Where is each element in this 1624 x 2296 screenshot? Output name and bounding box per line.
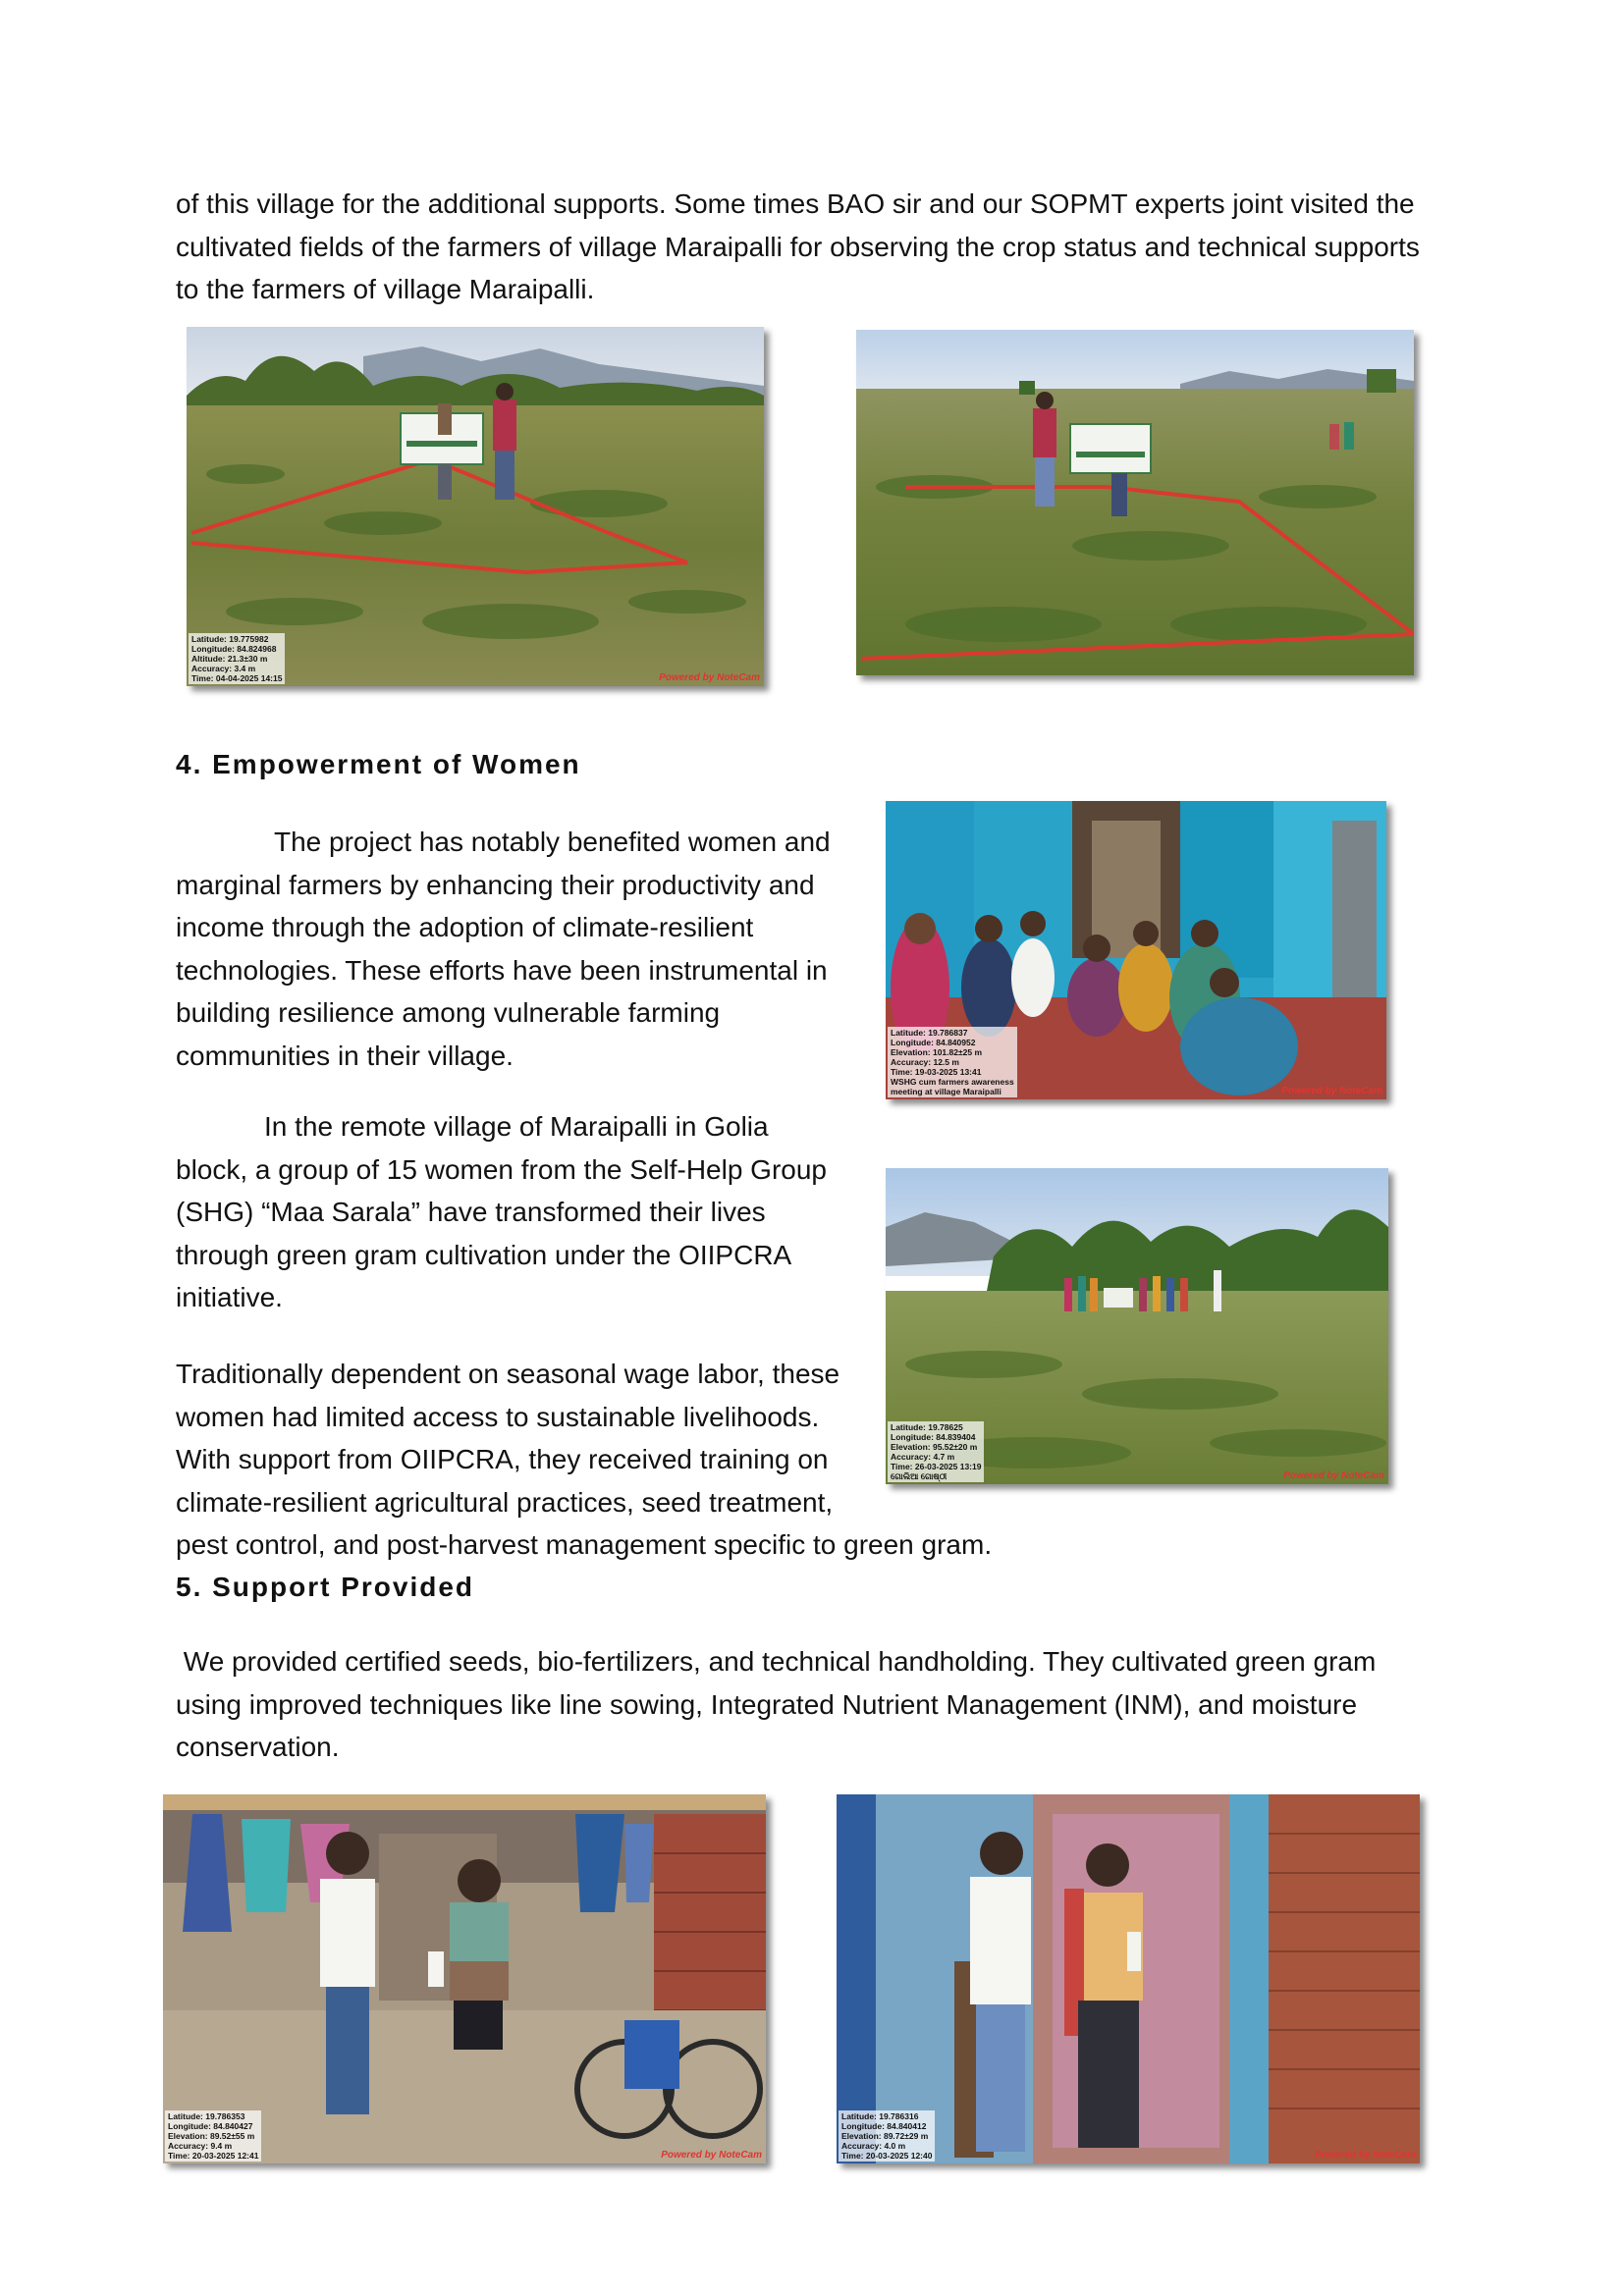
paragraph-line: The project has notably benefited women and [274,827,831,857]
paragraph-line: communities in their village. [176,1040,514,1071]
intro-line: cultivated fields of the farmers of village Maraipalli for observing the crop status and technical supports [176,231,1420,262]
gps-latitude: Latitude: 19.775982 [191,634,269,644]
gps-accuracy: Accuracy: 4.0 m [841,2141,906,2151]
gps-elevation: Elevation: 89.72±29 m [841,2131,929,2141]
gps-elevation: Elevation: 89.52±55 m [168,2131,255,2141]
shg-meeting-photo [886,801,1386,1099]
notecam-watermark: Powered by NoteCam [661,2150,762,2161]
gps-latitude: Latitude: 19.786837 [891,1028,968,1038]
notecam-watermark: Powered by NoteCam [1283,1470,1384,1481]
gps-accuracy: Accuracy: 9.4 m [168,2141,233,2151]
gps-altitude: Altitude: 21.3±30 m [191,654,268,664]
field-visit-photo-1 [187,327,764,686]
gps-latitude: Latitude: 19.786353 [168,2111,245,2121]
gps-overlay [839,2110,935,2162]
section-4-paragraph-2 [176,1105,827,1319]
gps-elevation: Elevation: 95.52±20 m [891,1442,978,1452]
photo-caption: WSHG cum farmers awareness [891,1077,1014,1087]
paragraph-line: (SHG) “Maa Sarala” have transformed their lives [176,1197,766,1227]
section-4-paragraph-1 [176,821,831,1077]
intro-paragraph [176,183,1420,311]
gps-time: Time: 20-03-2025 12:41 [168,2151,259,2161]
gps-elevation: Elevation: 101.82±25 m [891,1047,983,1057]
gps-overlay [189,633,285,684]
paragraph-line: using improved techniques like line sowing, Integrated Nutrient Management (INM), and moisture [176,1688,1358,1720]
field-visit-photo-2 [856,330,1414,675]
gps-time: Time: 20-03-2025 12:40 [841,2151,933,2161]
gps-longitude: Longitude: 84.840952 [891,1038,976,1047]
section-4-heading: 4. Empowerment of Women [176,749,581,779]
distribution-scene-image [163,1794,766,2163]
field-scene-image [856,330,1414,675]
paragraph-line: women had limited access to sustainable livelihoods. [176,1401,820,1432]
distribution-scene-image [837,1794,1420,2163]
notecam-watermark: Powered by NoteCam [1281,1086,1382,1096]
intro-line: to the farmers of village Maraipalli. [176,274,595,304]
paragraph-line: In the remote village of Maraipalli in Golia [264,1111,769,1142]
gps-time: Time: 26-03-2025 13:19 [891,1462,982,1471]
gps-accuracy: Accuracy: 4.7 m [891,1452,955,1462]
notecam-watermark: Powered by NoteCam [659,672,760,683]
gps-accuracy: Accuracy: 12.5 m [891,1057,959,1067]
paragraph-line: technologies. These efforts have been instrumental in [176,954,828,986]
gps-longitude: Longitude: 84.824968 [191,644,277,654]
paragraph-line: initiative. [176,1282,283,1312]
gps-latitude: Latitude: 19.786316 [841,2111,919,2121]
photo-caption: meeting at village Maraipalli [891,1087,1001,1096]
gps-longitude: Longitude: 84.839404 [891,1432,976,1442]
paragraph-line: building resilience among vulnerable farming [176,997,721,1028]
input-distribution-photo-2 [837,1794,1420,2163]
paragraph-line: conservation. [176,1732,340,1762]
gps-latitude: Latitude: 19.78625 [891,1422,963,1432]
gps-overlay [165,2110,261,2162]
notecam-watermark: Powered by NoteCam [1315,2150,1416,2161]
gps-overlay [888,1027,1017,1097]
paragraph-line: marginal farmers by enhancing their productivity and [176,869,815,900]
photo-caption: ଗୋଲିଆ ଗୋଷ୍ଠୀ [891,1471,947,1481]
section-4-paragraph-3 [176,1353,992,1567]
paragraph-line: through green gram cultivation under the OIIPCRA [176,1239,792,1270]
gps-longitude: Longitude: 84.840412 [841,2121,927,2131]
section-5-heading: 5. Support Provided [176,1572,475,1602]
gps-accuracy: Accuracy: 3.4 m [191,664,256,673]
paragraph-line: With support from OIIPCRA, they received training on [176,1444,829,1474]
paragraph-line: Traditionally dependent on seasonal wage labor, these [176,1359,840,1389]
paragraph-line: climate-resilient agricultural practices, seed treatment, [176,1486,834,1518]
intro-line: of this village for the additional supports. Some times BAO sir and our SOPMT experts joint visited the [176,188,1415,219]
paragraph-line: pest control, and post-harvest management specific to green gram. [176,1529,993,1560]
paragraph-line: We provided certified seeds, bio-fertilizers, and technical handholding. They cultivated green gram [176,1646,1377,1677]
section-5-paragraph [176,1640,1376,1769]
paragraph-line: block, a group of 15 women from the Self-Help Group [176,1153,828,1185]
gps-longitude: Longitude: 84.840427 [168,2121,253,2131]
input-distribution-photo-1 [163,1794,766,2163]
gps-time: Time: 04-04-2025 14:15 [191,673,283,683]
gps-time: Time: 19-03-2025 13:41 [891,1067,982,1077]
paragraph-line: income through the adoption of climate-resilient [176,912,754,942]
